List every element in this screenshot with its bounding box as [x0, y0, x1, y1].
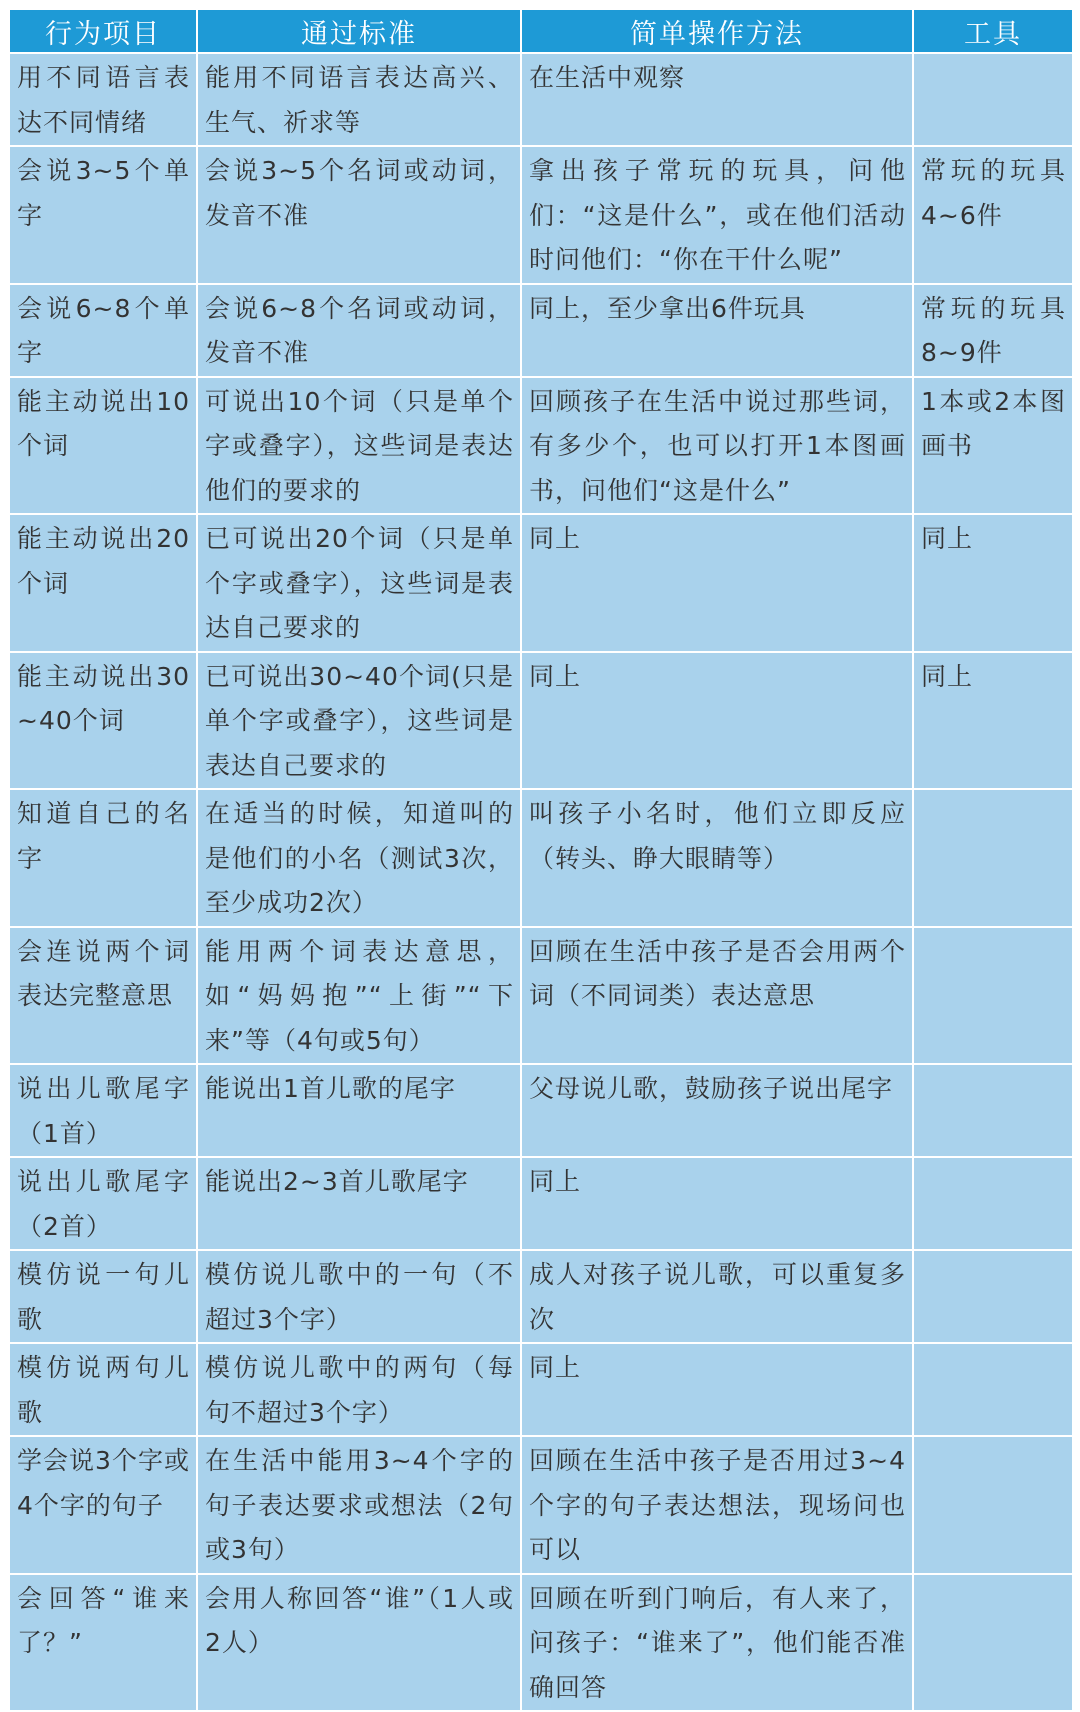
pass-criteria-cell: 能说出1首儿歌的尾字 — [197, 1064, 521, 1157]
tools-cell: 1本或2本图画书 — [913, 377, 1073, 515]
tools-cell — [913, 1436, 1073, 1574]
tools-cell: 同上 — [913, 652, 1073, 790]
table-body — [9, 53, 1073, 1711]
tools-cell: 常玩的玩具4~6件 — [913, 146, 1073, 284]
behavior-item-cell: 说出儿歌尾字（2首） — [9, 1157, 197, 1250]
pass-criteria-cell: 能说出2~3首儿歌尾字 — [197, 1157, 521, 1250]
pass-criteria-cell: 已可说出20个词（只是单个字或叠字），这些词是表达自己要求的 — [197, 514, 521, 652]
language-assessment-table — [8, 8, 1074, 1712]
table-row — [9, 789, 1073, 927]
table-row — [9, 927, 1073, 1065]
tools-cell — [913, 1250, 1073, 1343]
operation-method-cell: 成人对孩子说儿歌，可以重复多次 — [521, 1250, 913, 1343]
tools-cell — [913, 53, 1073, 146]
operation-method-cell: 回顾孩子在生活中说过那些词，有多少个，也可以打开1本图画书，问他们“这是什么” — [521, 377, 913, 515]
pass-criteria-cell: 会说6~8个名词或动词，发音不准 — [197, 284, 521, 377]
tools-cell — [913, 1574, 1073, 1712]
operation-method-cell: 同上 — [521, 652, 913, 790]
behavior-item-cell: 说出儿歌尾字（1首） — [9, 1064, 197, 1157]
behavior-item-cell: 模仿说一句儿歌 — [9, 1250, 197, 1343]
assessment-table-container — [8, 8, 1072, 1702]
operation-method-cell: 同上 — [521, 514, 913, 652]
behavior-item-cell: 会连说两个词表达完整意思 — [9, 927, 197, 1065]
behavior-item-cell: 模仿说两句儿歌 — [9, 1343, 197, 1436]
pass-criteria-cell: 能用不同语言表达高兴、生气、祈求等 — [197, 53, 521, 146]
header-tools: 工具 — [913, 9, 1073, 53]
table-row — [9, 284, 1073, 377]
table-row — [9, 1157, 1073, 1250]
behavior-item-cell: 会说3~5个单字 — [9, 146, 197, 284]
table-row — [9, 1250, 1073, 1343]
table-row — [9, 652, 1073, 790]
tools-cell — [913, 1157, 1073, 1250]
tools-cell: 同上 — [913, 514, 1073, 652]
tools-cell — [913, 1064, 1073, 1157]
pass-criteria-cell: 在生活中能用3~4个字的句子表达要求或想法（2句或3句） — [197, 1436, 521, 1574]
pass-criteria-cell: 能用两个词表达意思，如“妈妈抱”“上街”“下来”等（4句或5句） — [197, 927, 521, 1065]
operation-method-cell: 叫孩子小名时，他们立即反应（转头、睁大眼睛等） — [521, 789, 913, 927]
operation-method-cell: 回顾在生活中孩子是否会用两个词（不同词类）表达意思 — [521, 927, 913, 1065]
pass-criteria-cell: 模仿说儿歌中的一句（不超过3个字） — [197, 1250, 521, 1343]
table-row — [9, 1064, 1073, 1157]
operation-method-cell: 拿出孩子常玩的玩具，问他们：“这是什么”，或在他们活动时问他们：“你在干什么呢” — [521, 146, 913, 284]
operation-method-cell: 同上 — [521, 1343, 913, 1436]
header-operation-method: 简单操作方法 — [521, 9, 913, 53]
behavior-item-cell: 会回答“谁来了？” — [9, 1574, 197, 1712]
pass-criteria-cell: 可说出10个词（只是单个字或叠字），这些词是表达他们的要求的 — [197, 377, 521, 515]
pass-criteria-cell: 在适当的时候，知道叫的是他们的小名（测试3次，至少成功2次） — [197, 789, 521, 927]
pass-criteria-cell: 已可说出30~40个词(只是单个字或叠字），这些词是表达自己要求的 — [197, 652, 521, 790]
operation-method-cell: 同上，至少拿出6件玩具 — [521, 284, 913, 377]
behavior-item-cell: 能主动说出10个词 — [9, 377, 197, 515]
operation-method-cell: 同上 — [521, 1157, 913, 1250]
operation-method-cell: 回顾在生活中孩子是否用过3~4个字的句子表达想法，现场问也可以 — [521, 1436, 913, 1574]
operation-method-cell: 在生活中观察 — [521, 53, 913, 146]
table-row — [9, 146, 1073, 284]
table-row — [9, 1574, 1073, 1712]
behavior-item-cell: 能主动说出20个词 — [9, 514, 197, 652]
tools-cell — [913, 1343, 1073, 1436]
table-row — [9, 1343, 1073, 1436]
tools-cell: 常玩的玩具8~9件 — [913, 284, 1073, 377]
pass-criteria-cell: 会用人称回答“谁”（1人或2人） — [197, 1574, 521, 1712]
pass-criteria-cell: 模仿说儿歌中的两句（每句不超过3个字） — [197, 1343, 521, 1436]
table-row — [9, 377, 1073, 515]
tools-cell — [913, 789, 1073, 927]
tools-cell — [913, 927, 1073, 1065]
header-behavior-item: 行为项目 — [9, 9, 197, 53]
table-row — [9, 514, 1073, 652]
operation-method-cell: 父母说儿歌，鼓励孩子说出尾字 — [521, 1064, 913, 1157]
operation-method-cell: 回顾在听到门响后，有人来了，问孩子：“谁来了”，他们能否准确回答 — [521, 1574, 913, 1712]
table-row — [9, 53, 1073, 146]
table-row — [9, 1436, 1073, 1574]
behavior-item-cell: 用不同语言表达不同情绪 — [9, 53, 197, 146]
behavior-item-cell: 能主动说出30~40个词 — [9, 652, 197, 790]
pass-criteria-cell: 会说3~5个名词或动词，发音不准 — [197, 146, 521, 284]
behavior-item-cell: 学会说3个字或4个字的句子 — [9, 1436, 197, 1574]
header-pass-criteria: 通过标准 — [197, 9, 521, 53]
table-header-row — [9, 9, 1073, 53]
behavior-item-cell: 会说6~8个单字 — [9, 284, 197, 377]
behavior-item-cell: 知道自己的名字 — [9, 789, 197, 927]
